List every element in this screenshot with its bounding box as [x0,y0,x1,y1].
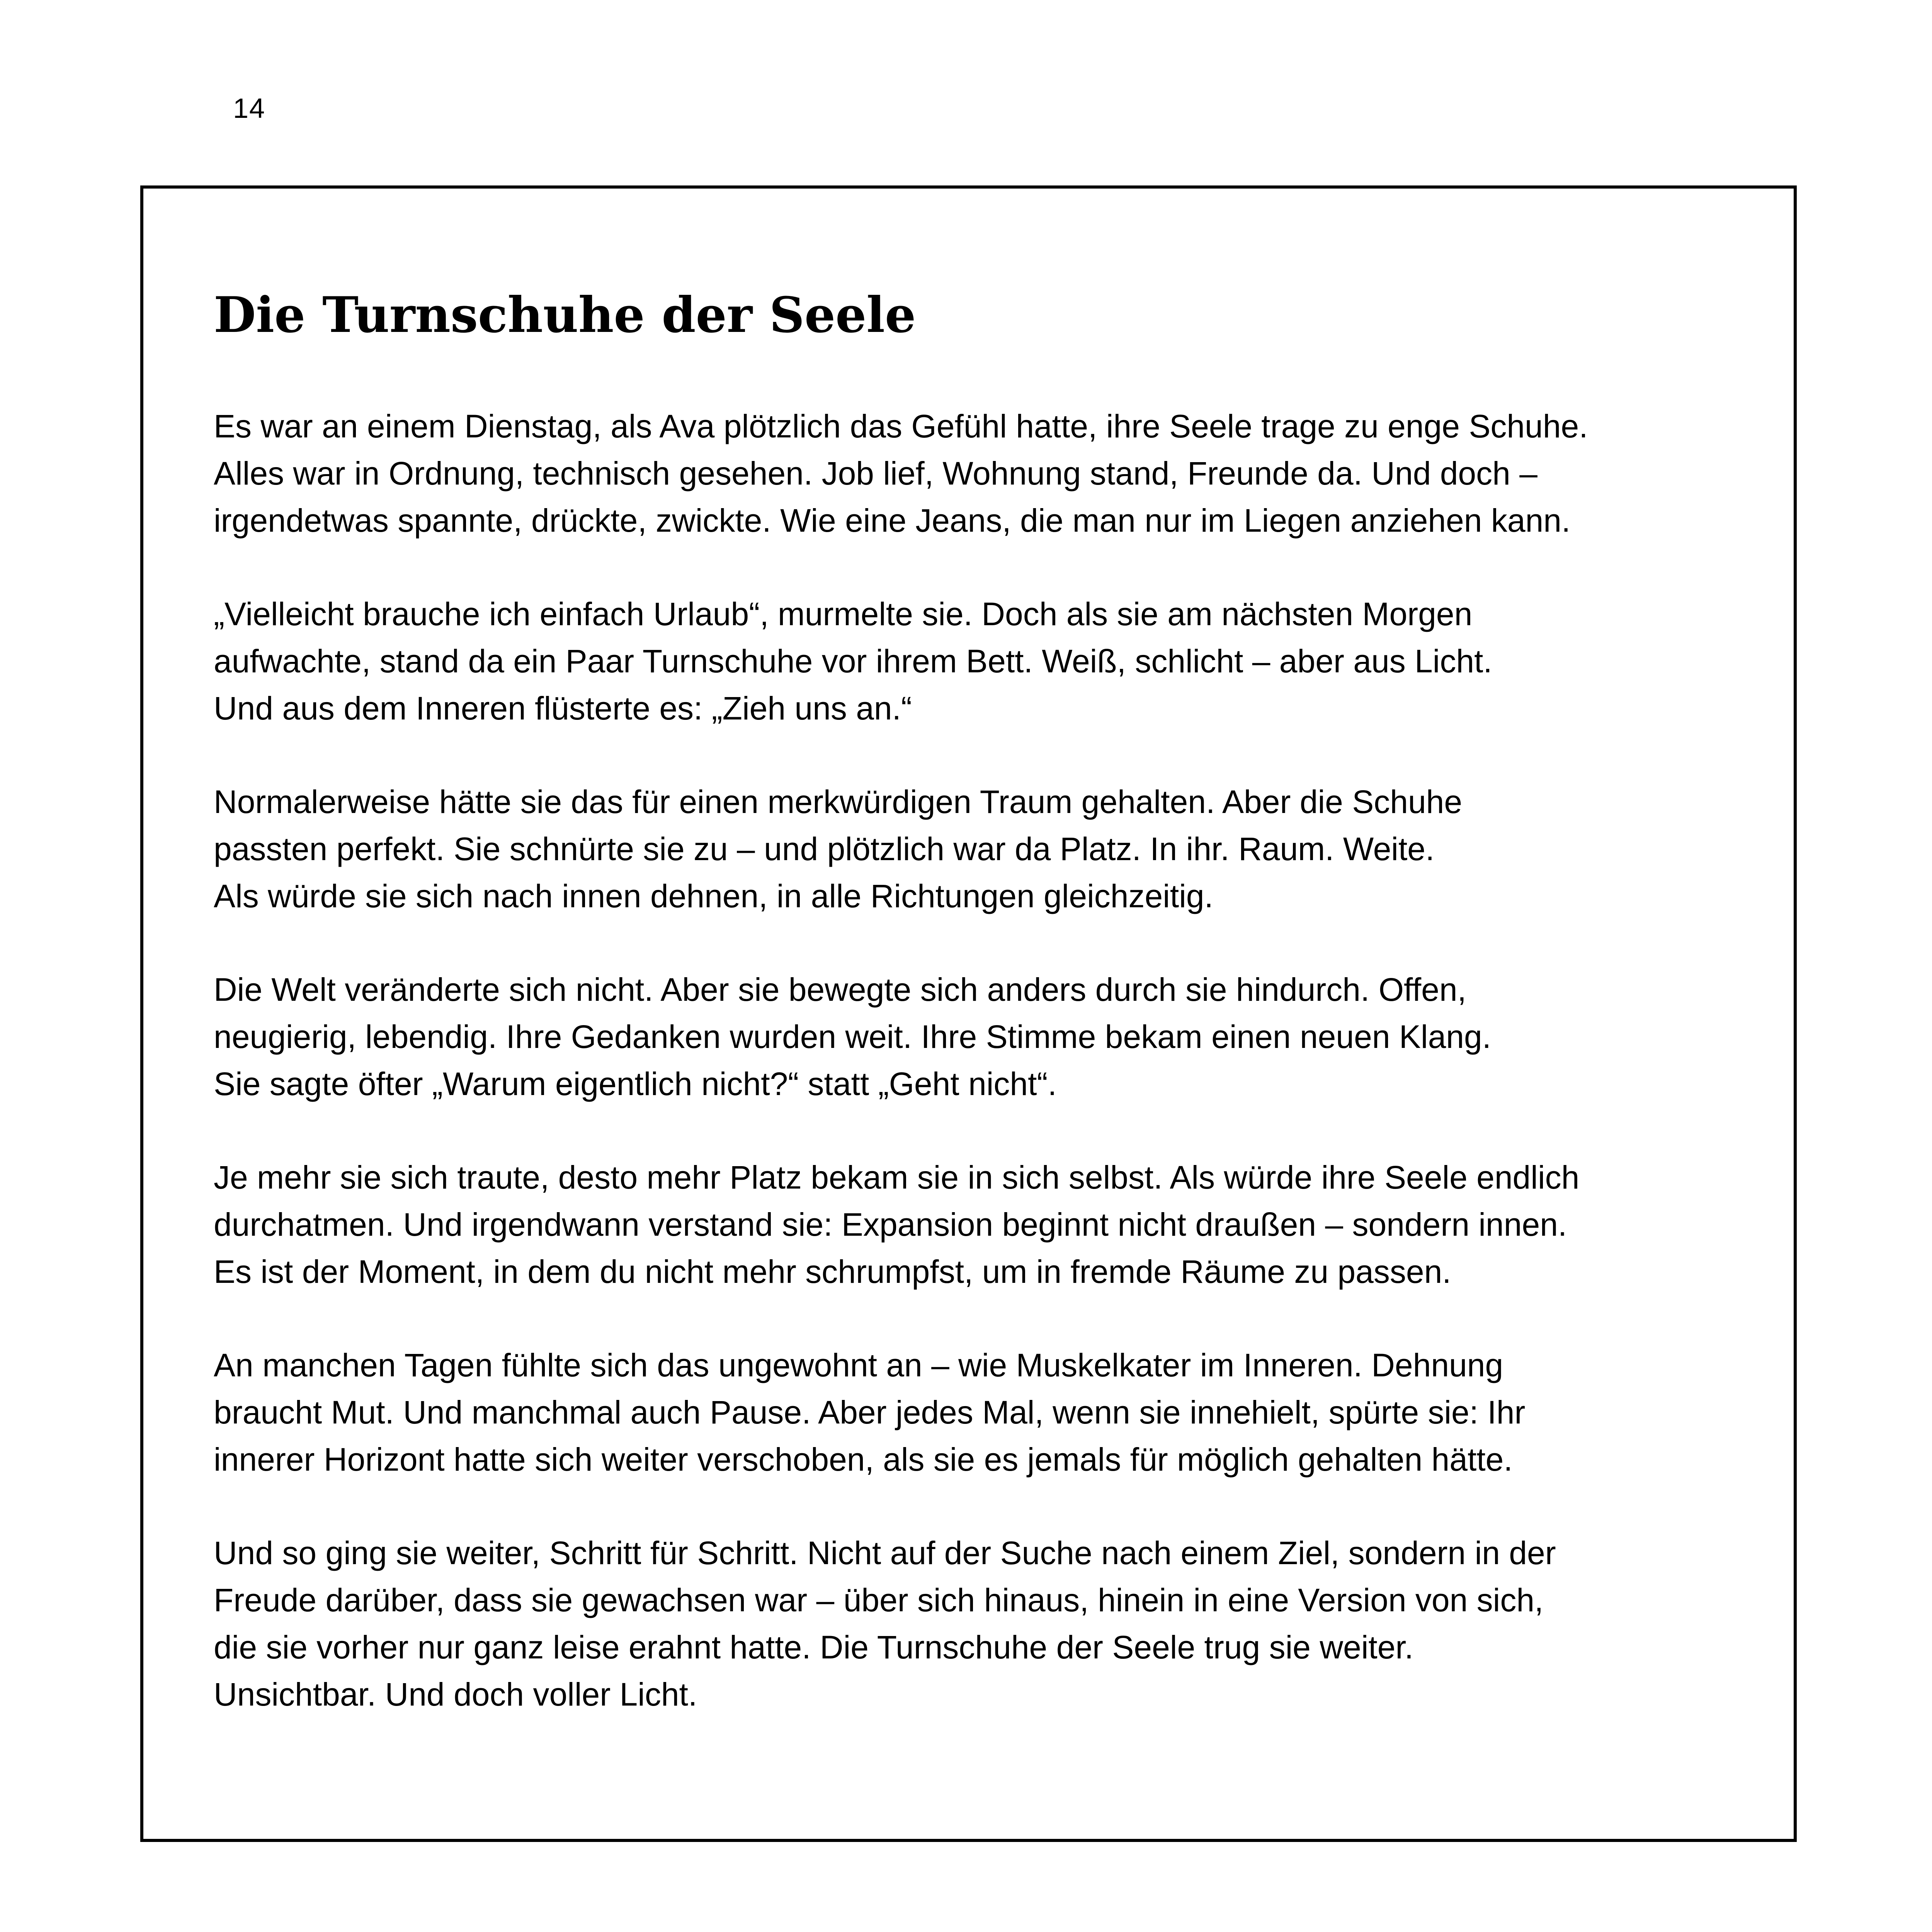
text-line: braucht Mut. Und manchmal auch Pause. Aber jedes Mal, wenn sie innehielt, spürte sie: Ihr [214,1394,1526,1430]
text-line: Normalerweise hätte sie das für einen merkwürdigen Traum gehalten. Aber die Schuhe [214,784,1463,820]
paragraph [214,1154,1721,1295]
text-line: „Vielleicht brauche ich einfach Urlaub“, murmelte sie. Doch als sie am nächsten Morgen [214,596,1473,632]
text-line: Als würde sie sich nach innen dehnen, in alle Richtungen gleichzeitig. [214,878,1213,914]
paragraph [214,778,1721,920]
text-line: Es war an einem Dienstag, als Ava plötzlich das Gefühl hatte, ihre Seele trage zu enge Schuhe. [214,408,1588,444]
text-line: Freude darüber, dass sie gewachsen war – über sich hinaus, hinein in eine Version von sich, [214,1582,1544,1618]
story-body [214,403,1721,1764]
text-line: Und so ging sie weiter, Schritt für Schritt. Nicht auf der Suche nach einem Ziel, sondern in der [214,1535,1556,1571]
text-line: passten perfekt. Sie schnürte sie zu – und plötzlich war da Platz. In ihr. Raum. Weite. [214,831,1435,867]
text-line: die sie vorher nur ganz leise erahnt hatte. Die Turnschuhe der Seele trug sie weiter. [214,1629,1414,1665]
text-line: Sie sagte öfter „Warum eigentlich nicht?“ statt „Geht nicht“. [214,1066,1057,1102]
text-line: Es ist der Moment, in dem du nicht mehr schrumpfst, um in fremde Räume zu passen. [214,1253,1451,1290]
text-line: An manchen Tagen fühlte sich das ungewohnt an – wie Muskelkater im Inneren. Dehnung [214,1347,1503,1383]
page-number: 14 [233,93,266,124]
text-line: Die Welt veränderte sich nicht. Aber sie bewegte sich anders durch sie hindurch. Offen, [214,971,1466,1008]
text-line: innerer Horizont hatte sich weiter verschoben, als sie es jemals für möglich gehalten hätte. [214,1441,1513,1478]
text-line: Je mehr sie sich traute, desto mehr Platz bekam sie in sich selbst. Als würde ihre Seele endlich [214,1159,1580,1196]
text-line: irgendetwas spannte, drückte, zwickte. Wie eine Jeans, die man nur im Liegen anziehen kann. [214,502,1571,539]
text-line: Alles war in Ordnung, technisch gesehen. Job lief, Wohnung stand, Freunde da. Und doch – [214,455,1537,492]
paragraph [214,403,1721,544]
text-line: durchatmen. Und irgendwann verstand sie: Expansion beginnt nicht draußen – sondern innen. [214,1206,1567,1243]
text-line: aufwachte, stand da ein Paar Turnschuhe vor ihrem Bett. Weiß, schlicht – aber aus Licht. [214,643,1492,679]
text-line: neugierig, lebendig. Ihre Gedanken wurden weit. Ihre Stimme bekam einen neuen Klang. [214,1019,1492,1055]
text-line: Und aus dem Inneren flüsterte es: „Zieh uns an.“ [214,690,912,726]
paragraph [214,590,1721,732]
text-line: Unsichtbar. Und doch voller Licht. [214,1676,697,1713]
story-title: Die Turnschuhe der Seele [214,286,916,344]
paragraph [214,966,1721,1107]
paragraph [214,1529,1721,1718]
paragraph [214,1342,1721,1483]
